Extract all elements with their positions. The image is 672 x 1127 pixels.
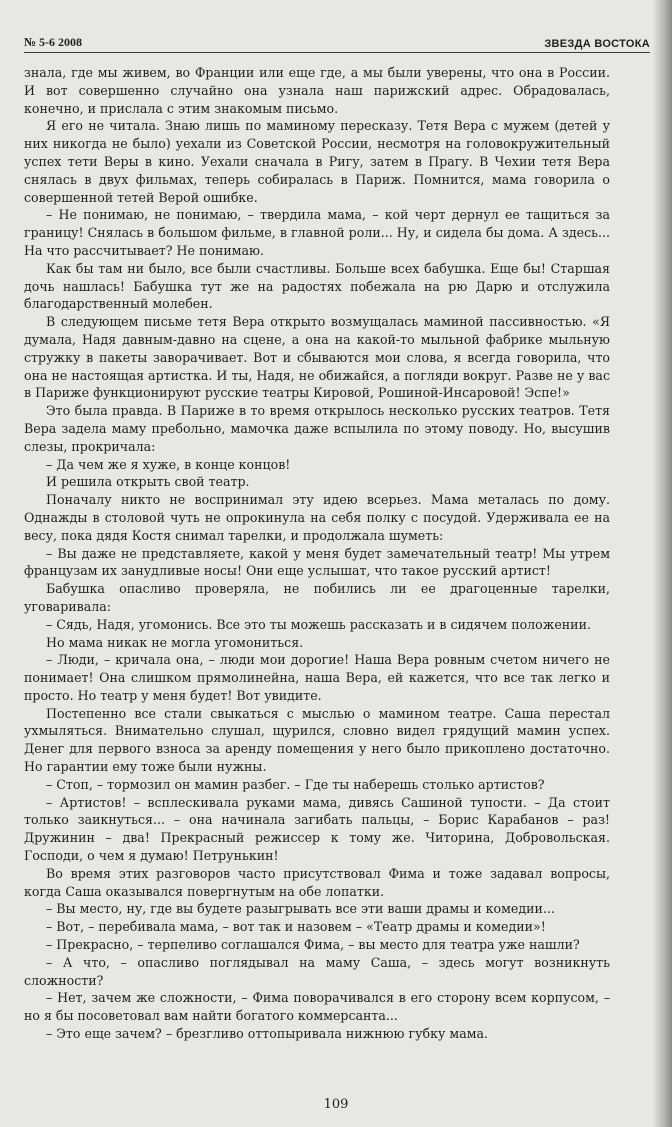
paragraph: Но мама никак не могла угомониться. <box>46 634 304 650</box>
paragraph: Во время этих разговоров часто присутствовал Фима и тоже задавал вопросы, когда Саша оказывался повергнутым на обе лопатки. <box>24 865 610 899</box>
body-text <box>24 64 610 1043</box>
paragraph: – Вот, – перебивала мама, – вот так и назовем – «Театр драмы и комедии»! <box>46 919 546 935</box>
paragraph: Бабушка опасливо проверяла, не побились ли ее драгоценные тарелки, уговаривала: <box>24 581 610 614</box>
paragraph: – Это еще зачем? – брезгливо оттопыривала нижнюю губку мама. <box>46 1026 489 1042</box>
issue-number: № 5-6 2008 <box>24 35 83 49</box>
paragraph: И решила открыть свой театр. <box>46 474 250 490</box>
journal-title: ЗВЕЗДА ВОСТОКА <box>544 38 650 50</box>
paragraph: Я его не читала. Знаю лишь по маминому пересказу. Тетя Вера с мужем (детей у них никогда не было) уехали из Советской России, несмотря на головокружительный успех тети Веры в кино. Уехали сначала в Ригу, затем в Прагу. В Чехии тетя Вера снялась в двух фильмах, теперь собиралась в Париж. Помнится, мама говорила о совершенной тетей Верой ошибке. <box>24 118 610 205</box>
paragraph: – Артистов! – всплескивала руками мама, дивясь Сашиной тупости. – Да стоит только заикнуться... – она начинала загибать пальцы, – Борис Карабанов – раз! Дружинин – два! Прекрасный режиссер к тому же. Читорина, Добровольская. Господи, о чем я думаю! Петрунькин! <box>24 794 610 864</box>
paragraph: – Люди, – кричала она, – люди мои дорогие! Наша Вера ровным счетом ничего не понимает! Она слишком прямолинейна, наша Вера, ей кажется, что все так легко и просто. Но театр у меня будет! Вот увидите. <box>24 652 610 703</box>
paragraph: – Сядь, Надя, угомонись. Все это ты можешь рассказать и в сидячем положении. <box>46 616 591 632</box>
paragraph: – Стоп, – тормозил он мамин разбег. – Где ты наберешь столько артистов? <box>46 776 545 792</box>
scan-edge-shadow <box>652 0 672 1127</box>
paragraph: знала, где мы живем, во Франции или еще где, а мы были уверены, что она в России. И вот совершенно случайно она узнала наш парижский адрес. Обрадовалась, конечно, и прислала с этим знакомым письмо. <box>24 65 610 116</box>
paragraph: Как бы там ни было, все были счастливы. Больше всех бабушка. Еще бы! Старшая дочь нашлась! Бабушка тут же на радостях побежала на рю Дарю и отслужила благодарственный молебен. <box>24 260 610 312</box>
paragraph: В следующем письме тетя Вера открыто возмущалась маминой пассивностью. «Я думала, Надя давным-давно на сцене, а она на какой-то мыльной фабрике мыльную стружку в пакеты заворачивает. Вот и сбываются мои слова, я всегда говорила, что она не настоящая артистка. И ты, Надя, не обижайся, а погляди вокруг. Разве не у вас в Париже функционируют русские театры Кировой, Рошиной-Инсаровой! Эспе!» <box>24 314 610 401</box>
paragraph: – Не понимаю, не понимаю, – твердила мама, – кой черт дернул ее тащиться за границу! Снялась в большом фильме, в главной роли... Ну, и сидела бы дома. А здесь... На что рассчитывает? Не понимаю. <box>24 207 610 258</box>
paragraph: Поначалу никто не воспринимал эту идею всерьез. Мама металась по дому. Однажды в столовой чуть не опрокинула на себя полку с посудой. Удерживала ее на весу, пока дядя Костя снимал тарелки, и продолжала шуметь: <box>24 492 610 543</box>
page-number: 109 <box>323 1097 349 1112</box>
paragraph: – Нет, зачем же сложности, – Фима поворачивался в его сторону всем корпусом, – но я бы посоветовал вам найти богатого коммерсанта... <box>24 990 610 1024</box>
paragraph: – Вы место, ну, где вы будете разыгрывать все эти ваши драмы и комедии... <box>46 901 555 917</box>
running-header <box>24 34 650 53</box>
paragraph: – А что, – опасливо поглядывал на маму Саша, – здесь могут возникнуть сложности? <box>24 954 610 988</box>
paragraph: Это была правда. В Париже в то время открылось несколько русских театров. Тетя Вера задела маму пребольно, мамочка даже вспылила по этому поводу. Но, высушив слезы, прокричала: <box>24 403 610 454</box>
paragraph: – Вы даже не представляете, какой у меня будет замечательный театр! Мы утрем французам их занудливые носы! Они еще услышат, что такое русский артист! <box>24 545 610 579</box>
paragraph: Постепенно все стали свыкаться с мыслью о мамином театре. Саша перестал ухмыляться. Внимательно слушал, щурился, словно видел грядущий мамин успех. Денег для первого взноса за аренду помещения у него было прикоплено достаточно. Но гарантии ему тоже были нужны. <box>24 705 610 775</box>
paragraph: – Прекрасно, – терпеливо соглашался Фима, – вы место для театра уже нашли? <box>46 937 580 953</box>
paragraph: – Да чем же я хуже, в конце концов! <box>46 456 291 472</box>
